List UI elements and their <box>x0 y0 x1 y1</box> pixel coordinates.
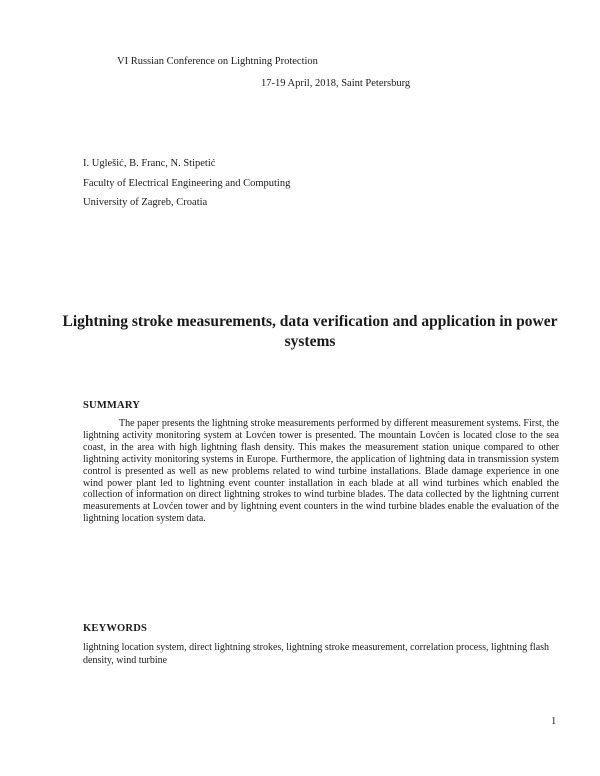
author-faculty: Faculty of Electrical Engineering and Computing <box>83 178 291 189</box>
page-number: 1 <box>551 716 557 727</box>
summary-paragraph: The paper presents the lightning stroke measurements performed by different measurement systems. First, the lightning activity monitoring system at Lovćen tower is presented. The mountain Lovćen is located close to the sea coast, in the area with high lightning flash density. This makes the measurement station unique compared to other lightning activity monitoring systems in Europe. Furthermore, the application of lightning data in transmission system control is presented as well as new problems related to wind turbine installations. Blade damage experience in one wind power plant led to lightning event counter installation in each blade at all wind turbines which enabled the collection of information on direct lightning strokes to wind turbine blades. The data collected by the lightning current measurements at Lovćen tower and by lightning event counters in the wind turbine blades enable the evaluation of the lightning location system data. <box>83 418 559 525</box>
conference-date-place: 17-19 April, 2018, Saint Petersburg <box>261 78 411 89</box>
author-names: I. Uglešić, B. Franc, N. Stipetić <box>83 158 216 169</box>
author-university: University of Zagreb, Croatia <box>83 197 208 208</box>
summary-heading: SUMMARY <box>83 400 141 411</box>
conference-name: VI Russian Conference on Lightning Protection <box>117 56 318 67</box>
keywords-list: lightning location system, direct lightning strokes, lightning stroke measurement, correlation process, lightning flash density, wind turbine <box>83 642 550 666</box>
keywords-heading: KEYWORDS <box>83 623 148 634</box>
paper-title: Lightning stroke measurements, data verification and application in power systems <box>62 313 558 350</box>
